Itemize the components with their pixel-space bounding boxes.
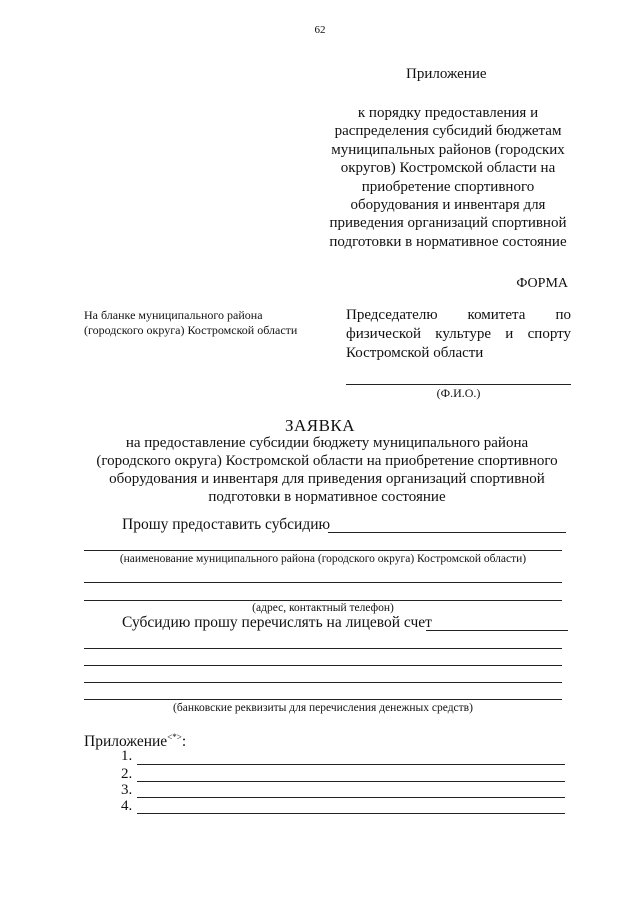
attachments-label	[84, 732, 186, 751]
addressee	[346, 306, 571, 363]
bank-line-4[interactable]	[84, 699, 562, 700]
bank-caption: (банковские реквизиты для перечисления денежных средств)	[173, 702, 473, 714]
appendix-line: округов) Костромской области на	[340, 160, 556, 177]
address-line-1[interactable]	[84, 582, 562, 583]
request-text: Прошу предоставить субсидию	[122, 516, 331, 533]
addressee-line: физической культуре и спорту	[346, 326, 571, 342]
request-amount-line[interactable]	[328, 532, 566, 533]
application-title: ЗАЯВКА	[284, 416, 356, 435]
appendix-line: оборудования и инвентаря для	[350, 197, 546, 214]
attachment-line-1[interactable]	[137, 764, 565, 765]
appendix-line: распределения субсидий бюджетам	[334, 123, 562, 140]
address-line-2[interactable]	[84, 600, 562, 601]
attachment-line-2[interactable]	[137, 781, 565, 782]
attachments-label-text: Приложение	[84, 733, 168, 751]
attachment-number: 3.	[121, 782, 133, 798]
appendix-line: приобретение спортивного	[361, 178, 535, 195]
municipality-line[interactable]	[84, 550, 562, 551]
bank-line-2[interactable]	[84, 665, 562, 666]
attachment-number: 2.	[121, 766, 133, 782]
attachments-colon: :	[181, 733, 187, 751]
addressee-line: Председателю комитета по	[346, 307, 571, 323]
appendix-line: к порядку предоставления и	[357, 105, 539, 121]
appendix-description	[328, 104, 568, 251]
page-number: 62	[314, 24, 326, 36]
account-number-line[interactable]	[426, 630, 568, 631]
application-subtitle	[92, 434, 562, 506]
account-text: Субсидию прошу перечислять на лицевой счет	[122, 614, 432, 631]
attachment-number: 4.	[121, 798, 133, 814]
subtitle-line: на предоставление субсидии бюджету муниципального района	[125, 435, 529, 451]
fio-line[interactable]	[346, 384, 571, 385]
subtitle-line: оборудования и инвентаря для приведения организаций спортивной	[109, 471, 545, 487]
blank-note	[84, 308, 324, 338]
fio-caption: (Ф.И.О.)	[436, 386, 481, 400]
form-label: ФОРМА	[516, 276, 568, 291]
appendix-title: Приложение	[406, 66, 487, 82]
attachment-number: 1.	[121, 748, 133, 764]
blank-note-line: (городского округа) Костромской области	[84, 323, 298, 337]
bank-line-1[interactable]	[84, 648, 562, 649]
subtitle-line: подготовки в нормативное состояние	[208, 489, 446, 505]
attachment-line-3[interactable]	[137, 797, 565, 798]
municipality-caption: (наименование муниципального района (городского округа) Костромской области)	[119, 553, 527, 565]
appendix-line: подготовки в нормативное состояние	[329, 233, 567, 250]
footnote-mark: <*>	[167, 732, 182, 742]
subtitle-line: (городского округа) Костромской области на приобретение спортивного	[96, 453, 558, 469]
addressee-line: Костромской области	[346, 345, 484, 361]
address-caption: (адрес, контактный телефон)	[252, 602, 394, 614]
bank-line-3[interactable]	[84, 682, 562, 683]
appendix-line: приведения организаций спортивной	[329, 215, 567, 232]
appendix-line: муниципальных районов (городских	[331, 141, 565, 158]
blank-note-line: На бланке муниципального района	[84, 308, 263, 322]
attachment-line-4[interactable]	[137, 813, 565, 814]
